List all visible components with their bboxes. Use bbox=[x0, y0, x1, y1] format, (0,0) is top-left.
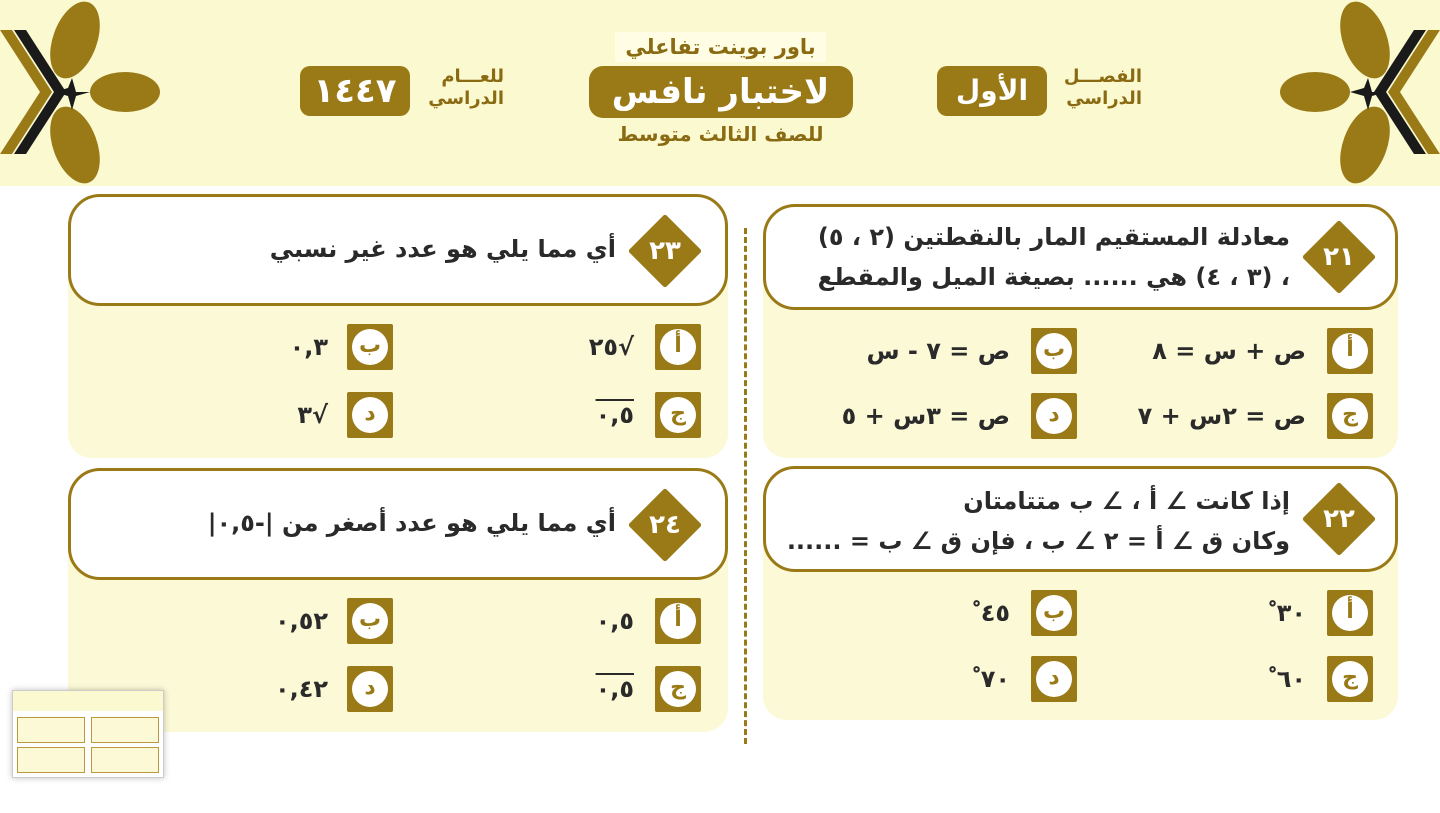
option-c-button[interactable]: ج bbox=[1327, 393, 1373, 439]
option-c-text[interactable]: ٠,٥ bbox=[595, 675, 634, 703]
diamond-number-icon: ٢٣ bbox=[633, 219, 697, 283]
grade-label: للصف الثالث متوسط bbox=[617, 122, 824, 146]
question-box-24 bbox=[68, 468, 728, 580]
option-c-text[interactable]: ٦٠ ْ bbox=[1268, 665, 1306, 693]
question-box-21 bbox=[763, 204, 1398, 310]
question-text: معادلة المستقيم المار بالنقطتين (٢ ، ٥) ، (٣ ، ٤) هي ...... بصيغة الميل والمقطع bbox=[817, 223, 1290, 291]
option-c-text[interactable]: ٠,٥ bbox=[595, 401, 634, 429]
option-b-text[interactable]: ص = ٧ - س bbox=[866, 337, 1010, 365]
option-b-button[interactable]: ب bbox=[1031, 328, 1077, 374]
option-d-button[interactable]: د bbox=[1031, 393, 1077, 439]
option-d-text[interactable]: √٣ bbox=[297, 401, 328, 429]
option-d-button[interactable]: د bbox=[347, 392, 393, 438]
semester-label: الفصـــل الدراسي bbox=[1063, 66, 1142, 109]
option-a-text[interactable]: ص + س = ٨ bbox=[1152, 337, 1306, 365]
option-a-text[interactable]: √٢٥ bbox=[588, 333, 634, 361]
question-text: أي مما يلي هو عدد أصغر من |-٠,٥| bbox=[207, 509, 616, 537]
ornament-left-icon bbox=[0, 0, 170, 186]
diamond-number-icon: ٢١ bbox=[1307, 225, 1371, 289]
option-b-button[interactable]: ب bbox=[347, 598, 393, 644]
option-b-text[interactable]: ٠,٣ bbox=[289, 333, 328, 361]
option-b-text[interactable]: ٤٥ ْ bbox=[972, 599, 1010, 627]
option-a-button[interactable]: أ bbox=[1327, 590, 1373, 636]
question-box-22 bbox=[763, 466, 1398, 572]
subtitle: باور بوينت تفاعلي bbox=[615, 32, 825, 62]
semester-value: الأول bbox=[937, 66, 1047, 116]
diamond-number-icon: ٢٢ bbox=[1307, 487, 1371, 551]
year-label: للعـــام الدراسي bbox=[428, 66, 504, 109]
question-text: أي مما يلي هو عدد غير نسبي bbox=[269, 235, 616, 263]
option-c-button[interactable]: ج bbox=[655, 392, 701, 438]
option-a-button[interactable]: أ bbox=[655, 598, 701, 644]
slide-thumbnail[interactable] bbox=[12, 690, 164, 778]
option-a-text[interactable]: ٣٠ ْ bbox=[1268, 599, 1306, 627]
option-d-text[interactable]: ص = ٣س + ٥ bbox=[841, 402, 1010, 430]
option-b-button[interactable]: ب bbox=[347, 324, 393, 370]
year-value: ١٤٤٧ bbox=[300, 66, 410, 116]
main-title: لاختبار نافس bbox=[589, 66, 853, 118]
question-text: إذا كانت ∠ أ ، ∠ ب متتامتان وكان ق ∠ أ = ٢ ∠ ب ، فإن ق ∠ ب = ...... bbox=[786, 487, 1290, 555]
option-c-button[interactable]: ج bbox=[1327, 656, 1373, 702]
title-block bbox=[588, 32, 853, 146]
option-c-text[interactable]: ص = ٢س + ٧ bbox=[1137, 402, 1306, 430]
option-c-button[interactable]: ج bbox=[655, 666, 701, 712]
option-a-button[interactable]: أ bbox=[655, 324, 701, 370]
diamond-number-icon: ٢٤ bbox=[633, 493, 697, 557]
option-d-text[interactable]: ٧٠ ْ bbox=[972, 665, 1010, 693]
option-b-text[interactable]: ٠,٥٢ bbox=[274, 607, 328, 635]
question-box-23 bbox=[68, 194, 728, 306]
option-d-button[interactable]: د bbox=[1031, 656, 1077, 702]
option-b-button[interactable]: ب bbox=[1031, 590, 1077, 636]
header-banner bbox=[0, 0, 1440, 186]
option-a-button[interactable]: أ bbox=[1327, 328, 1373, 374]
option-d-text[interactable]: ٠,٤٢ bbox=[274, 675, 328, 703]
ornament-right-icon bbox=[1270, 0, 1440, 186]
column-divider bbox=[744, 228, 747, 744]
option-a-text[interactable]: ٠,٥ bbox=[595, 607, 634, 635]
option-d-button[interactable]: د bbox=[347, 666, 393, 712]
